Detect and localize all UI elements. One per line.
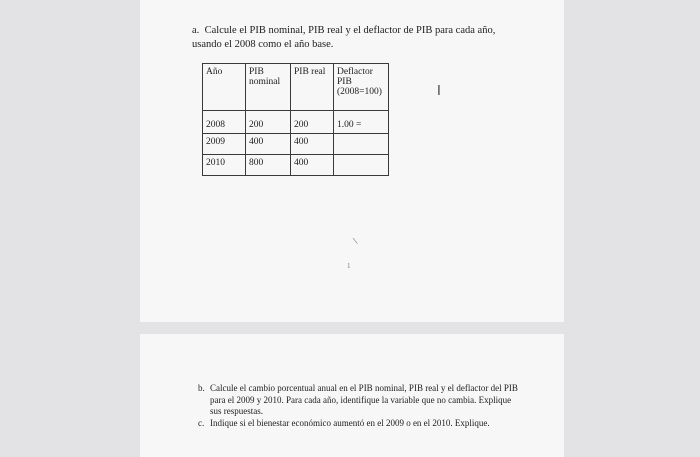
gdp-table (202, 63, 389, 176)
question-b-label: b. (198, 383, 205, 393)
cell-real-gdp: 400 (291, 155, 334, 176)
question-b-text: Calcule el cambio porcentual anual en el PIB nominal, PIB real y el deflactor del PIB para el 2009 y 2010. Para cada año, identifique la variable que no cambia. Explique sus respuestas. (210, 383, 518, 416)
question-c-label: c. (198, 417, 205, 428)
cell-nominal-gdp: 800 (246, 155, 291, 176)
question-c-text: Indique si el bienestar económico aumentó en el 2009 o en el 2010. Explique. (210, 417, 490, 428)
cell-real-gdp: 200 (291, 111, 334, 134)
header-real-gdp: PIB real (291, 64, 334, 111)
cell-nominal-gdp: 200 (246, 111, 291, 134)
cell-nominal-gdp: 400 (246, 134, 291, 155)
worksheet-page-bottom (140, 334, 564, 457)
cell-deflator (334, 155, 389, 176)
question-a (192, 24, 522, 52)
text-cursor-icon: I (437, 84, 441, 99)
table-row (203, 111, 389, 134)
cell-deflator: 1.00 = (334, 111, 389, 134)
stray-mark: \ (352, 235, 359, 248)
header-year: Año (203, 64, 246, 111)
cell-year: 2009 (203, 134, 246, 155)
header-deflator: Deflactor PIB (2008=100) (334, 64, 389, 111)
header-nominal-gdp: PIB nominal (246, 64, 291, 111)
worksheet-page-top (140, 0, 564, 322)
question-a-text: Calcule el PIB nominal, PIB real y el deflactor de PIB para cada año, usando el 2008 como el año base. (192, 25, 496, 50)
cell-year: 2008 (203, 111, 246, 134)
table-header-row (203, 64, 389, 111)
question-b (198, 383, 518, 418)
table-row (203, 134, 389, 155)
cell-real-gdp: 400 (291, 134, 334, 155)
cell-deflator (334, 134, 389, 155)
question-c (198, 418, 518, 430)
table-row (203, 155, 389, 176)
stray-digit: 1 (347, 262, 351, 270)
cell-year: 2010 (203, 155, 246, 176)
question-a-label: a. (192, 25, 200, 36)
questions-b-c (198, 383, 518, 429)
